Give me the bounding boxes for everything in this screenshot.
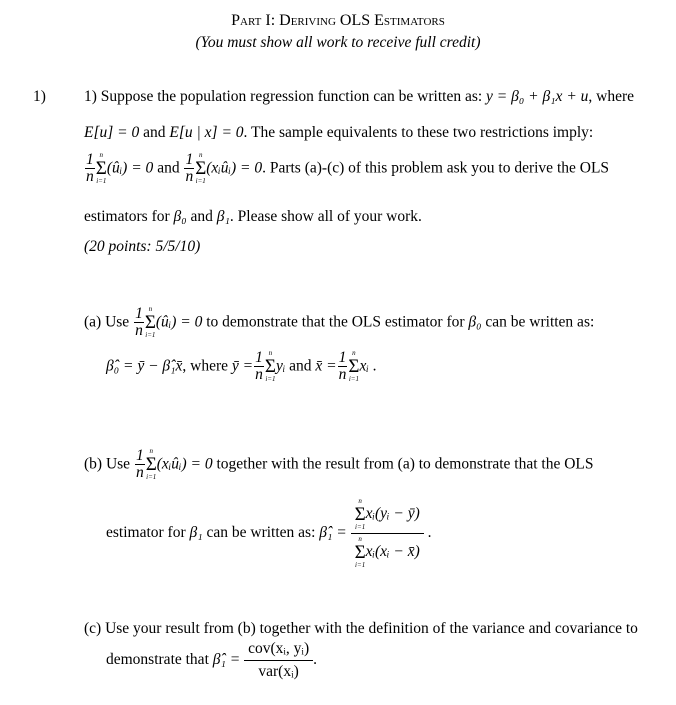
problem-line-2 — [84, 124, 593, 142]
math: (xᵢûᵢ) = 0 — [206, 159, 263, 177]
sum-symbol — [195, 152, 206, 185]
lim: i=1 — [96, 177, 107, 186]
text: . Please show all of your work. — [229, 208, 422, 225]
sigma: Σ — [145, 454, 157, 476]
lim: i=1 — [265, 375, 276, 384]
text: and — [289, 357, 312, 375]
den: n — [185, 168, 194, 186]
fraction — [338, 350, 348, 384]
text: , where — [182, 357, 232, 375]
text: . Parts (a)-(c) of this problem ask you to derive the OLS — [262, 159, 610, 177]
fraction — [184, 152, 194, 186]
sigma: Σ — [195, 158, 207, 180]
text: estimators for — [84, 208, 174, 225]
den: n — [86, 168, 94, 186]
text: and — [143, 124, 166, 141]
sum-symbol — [348, 350, 359, 383]
math: β₁ — [216, 208, 230, 225]
math: E[u | x] = 0 — [169, 124, 244, 141]
text: . — [372, 357, 377, 375]
sum-symbol — [145, 306, 156, 339]
problem-line-3 — [84, 152, 609, 186]
text: estimator for — [106, 524, 190, 542]
lim: i=1 — [146, 473, 157, 482]
sum-symbol — [96, 152, 107, 185]
sigma: Σ — [348, 356, 360, 378]
numerator: cov(xᵢ, yᵢ) — [244, 640, 313, 661]
problem-line-1 — [84, 88, 634, 106]
lim: i=1 — [348, 375, 359, 384]
page-title: Part I: Deriving OLS Estimators — [231, 12, 445, 29]
lim: i=1 — [355, 523, 366, 531]
part-c-line-1: (c) Use your result from (b) together with the definition of the variance and covariance to — [84, 620, 638, 637]
lim: i=1 — [145, 331, 156, 340]
sigma: Σ — [354, 504, 366, 525]
text: (b) Use — [84, 455, 131, 473]
text: together with the result from (a) to demonstrate that the OLS — [212, 455, 594, 473]
text: and — [190, 208, 213, 225]
num: 1 — [255, 349, 263, 366]
page-subtitle: (You must show all work to receive full credit) — [195, 34, 481, 51]
num: 1 — [185, 151, 194, 168]
math: β₁ — [189, 524, 203, 542]
den: n — [135, 322, 143, 340]
part-a-line-2 — [106, 350, 377, 384]
math: xᵢ(yᵢ − ȳ) — [365, 505, 420, 523]
lim: i=1 — [355, 561, 366, 569]
part-a-line-1 — [84, 306, 594, 340]
part-b-line-1 — [84, 448, 594, 482]
text: (a) Use — [84, 313, 130, 331]
lim: n — [268, 349, 273, 358]
regression-equation: y = β₀ + β₁x + u — [486, 88, 589, 105]
lim: i=1 — [195, 177, 206, 186]
lim: n — [352, 349, 356, 358]
math: yᵢ — [275, 357, 286, 375]
math: β̂₁ = — [319, 524, 347, 542]
sigma: Σ — [144, 312, 156, 334]
math: E[u] = 0 — [84, 124, 140, 141]
fraction — [254, 350, 264, 384]
denominator — [351, 534, 424, 569]
text: . — [427, 524, 432, 542]
denominator: var(xᵢ) — [258, 663, 299, 680]
problem-line-4 — [84, 208, 422, 226]
math: β₀ — [468, 313, 482, 331]
text: to demonstrate that the OLS estimator for — [202, 313, 469, 331]
lim: n — [149, 447, 153, 456]
den: n — [255, 366, 263, 384]
lim: n — [358, 535, 362, 543]
text: demonstrate that — [106, 651, 213, 669]
math: (ûᵢ) = 0 — [106, 159, 154, 177]
math: (ûᵢ) = 0 — [155, 313, 203, 331]
math: β̂₁ = — [212, 651, 241, 669]
sum-symbol — [355, 536, 366, 569]
sigma: Σ — [354, 542, 366, 563]
num: 1 — [86, 151, 94, 168]
text: . — [313, 651, 317, 669]
lim: n — [148, 305, 153, 314]
sum-symbol — [265, 350, 276, 383]
num: 1 — [135, 447, 144, 464]
text: can be written as: — [202, 524, 320, 542]
lim: n — [198, 151, 203, 160]
den: n — [135, 464, 144, 482]
fraction — [135, 448, 145, 482]
num: 1 — [135, 305, 143, 322]
math: xᵢ(xᵢ − x̄) — [365, 543, 420, 561]
text: can be written as: — [481, 313, 595, 331]
problem-number: 1) — [33, 88, 46, 105]
text: , where — [588, 88, 635, 105]
text: and — [157, 159, 180, 177]
math: ȳ = — [231, 357, 254, 375]
fraction — [85, 152, 95, 186]
num: 1 — [338, 349, 347, 366]
math: β̂₀ = ȳ − β̂₁x̄ — [106, 357, 183, 375]
sum-symbol — [355, 498, 366, 531]
sigma: Σ — [264, 356, 276, 378]
math: (xᵢûᵢ) = 0 — [156, 455, 213, 473]
math: β₀ — [173, 208, 187, 225]
den: n — [338, 366, 347, 384]
numerator — [351, 498, 424, 534]
text: 1) Suppose the population regression function can be written as: — [84, 88, 487, 105]
part-b-line-2 — [106, 498, 431, 569]
sigma: Σ — [95, 158, 107, 180]
math: x̄ = — [315, 357, 337, 375]
lim: n — [99, 151, 104, 160]
math: xᵢ — [359, 357, 369, 375]
cov-var-fraction — [244, 640, 313, 681]
points: (20 points: 5/5/10) — [84, 238, 201, 255]
lim: n — [358, 497, 362, 505]
beta1-fraction — [351, 498, 424, 569]
text: . The sample equivalents to these two restrictions imply: — [243, 124, 594, 141]
part-c-line-2 — [106, 640, 317, 681]
fraction — [134, 306, 144, 340]
sum-symbol — [146, 448, 157, 481]
